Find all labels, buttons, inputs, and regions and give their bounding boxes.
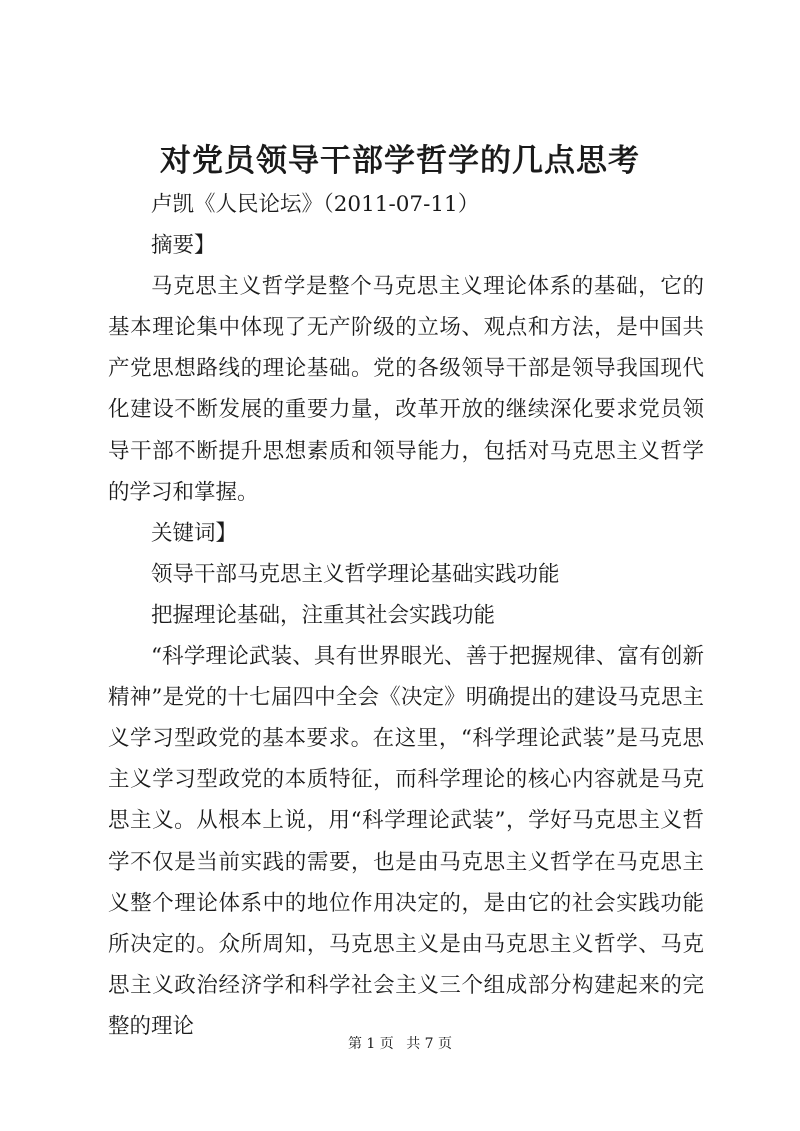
- section-paragraph: “科学理论武装、具有世界眼光、善于把握规律、富有创新精神”是党的十七届四中全会《决定》明确提出的建设马克思主义学习型政党的基本要求。在这里，“科学理论武装”是马克思主义学习型政党的本质特征，而科学理论的核心内容就是马克思主义。从根本上说，用“科学理论武装”，学好马克思主义哲学不仅是当前实践的需要，也是由马克思主义哲学在马克思主义整个理论体系中的地位作用决定的，是由它的社会实践功能所决定的。众所周知，马克思主义是由马克思主义哲学、马克思主义政治经济学和科学社会主义三个组成部分构建起来的完整的理论: [108, 644, 704, 1039]
- section-heading: 把握理论基础，注重其社会实践功能: [151, 602, 496, 628]
- abstract-paragraph: 马克思主义哲学是整个马克思主义理论体系的基础，它的基本理论集中体现了无产阶级的立场、观点和方法，是中国共产党思想路线的理论基础。党的各级领导干部是领导我国现代化建设不断发展的重要力量，改革开放的继续深化要求党员领导干部不断提升思想素质和领导能力，包括对马克思主义哲学的学习和掌握。: [108, 274, 704, 505]
- page-number: 第 1 页: [347, 1036, 394, 1052]
- page-footer: [0, 1034, 800, 1054]
- page-total: 共 7 页: [406, 1036, 453, 1052]
- byline: 卢凯《人民论坛》（2011-07-11）: [151, 192, 480, 217]
- abstract-heading: 摘要】: [151, 233, 216, 259]
- document-title: 对党员领导干部学哲学的几点思考: [160, 143, 640, 179]
- keywords-paragraph: 领导干部马克思主义哲学理论基础实践功能: [151, 561, 560, 587]
- document-body: [108, 184, 704, 1047]
- keywords-heading: 关键词】: [151, 520, 238, 546]
